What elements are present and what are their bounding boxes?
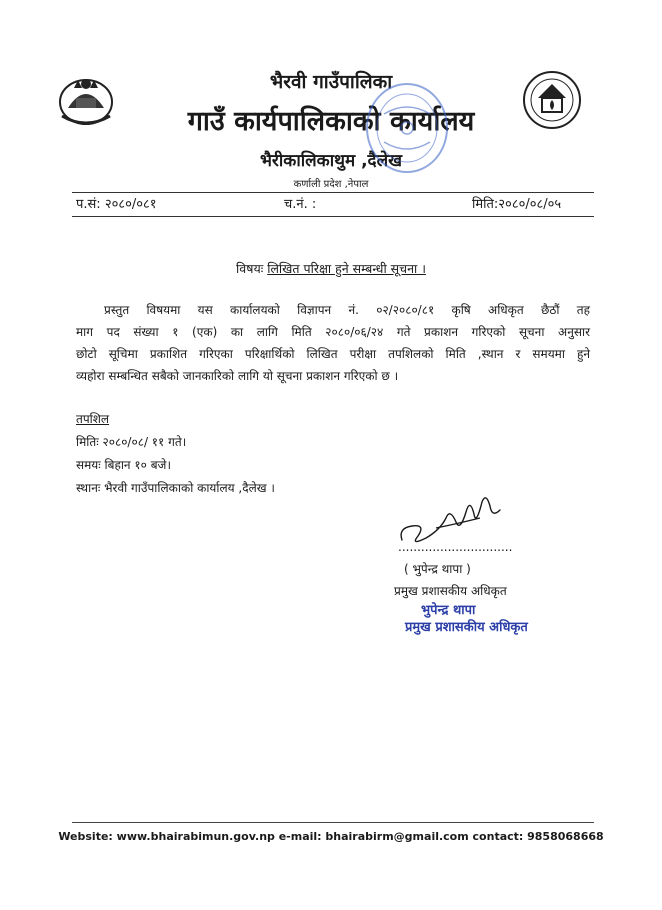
subject-text: लिखित परिक्षा हुने सम्बन्धी सूचना । — [267, 261, 426, 276]
letter-date: मिति:२०८०/०८/०५ — [472, 197, 562, 212]
body-line: प्रस्तुत विषयमा यस कार्यालयको विज्ञापन नं. ०२/२०८०/८१ कृषि अधिकृत छैठौं तह — [104, 303, 590, 317]
subject-label: विषयः — [236, 261, 264, 276]
details-heading: तपशिल — [76, 412, 110, 426]
footer-contact: Website: www.bhairabimun.gov.np e-mail: bhairabirm@gmail.com contact: 9858068668 — [58, 830, 604, 843]
signature-line: .............................. — [398, 540, 513, 554]
title-stamp: प्रमुख प्रशासकीय अधिकृत — [405, 620, 528, 635]
footer-rule — [72, 822, 594, 823]
body-line: छोटो सूचिमा प्रकाशित गरिएका परिक्षार्थिको लिखित परीक्षा तपशिलको मिति ,स्थान र समयमा हुने — [76, 347, 590, 361]
office-seal-stamp — [362, 80, 452, 176]
name-stamp: भुपेन्द्र थापा — [421, 603, 476, 618]
exam-date: मितिः २०८०/०८/ ११ गते। — [76, 435, 187, 449]
header-top-rule — [72, 192, 594, 193]
signatory-title: प्रमुख प्रशासकीय अधिकृत — [394, 584, 507, 598]
exam-place: स्थानः भैरवी गाउँपालिकाको कार्यालय ,दैलेख । — [76, 481, 275, 495]
signatory-name: ( भुपेन्द्र थापा ) — [404, 562, 471, 576]
body-line: व्यहोरा सम्बन्धित सबैको जानकारिको लागि यो सूचना प्रकाशन गरिएको छ । — [76, 369, 399, 383]
office-location: भैरीकालिकाथुम ,दैलेख — [259, 151, 403, 171]
letter-number: प.सं: २०८०/०८१ — [76, 197, 157, 212]
handwritten-signature — [396, 488, 506, 548]
office-name: गाउँ कार्यपालिकाको कार्यालय — [187, 106, 475, 137]
municipality-name: भैरवी गाउँपालिका — [269, 71, 393, 93]
exam-details — [76, 408, 275, 500]
notice-body — [76, 299, 590, 387]
header-bottom-rule — [72, 216, 594, 217]
province-line: कर्णाली प्रदेश ,नेपाल — [293, 179, 369, 190]
exam-time: समयः बिहान १० बजे। — [76, 458, 171, 472]
body-line: माग पद संख्या १ (एक) का लागि मिति २०८०/०६/२४ गते प्रकाशन गरिएको सूचना अनुसार — [76, 325, 590, 339]
subject-line — [0, 260, 662, 277]
dispatch-number: च.नं. : — [284, 197, 317, 212]
